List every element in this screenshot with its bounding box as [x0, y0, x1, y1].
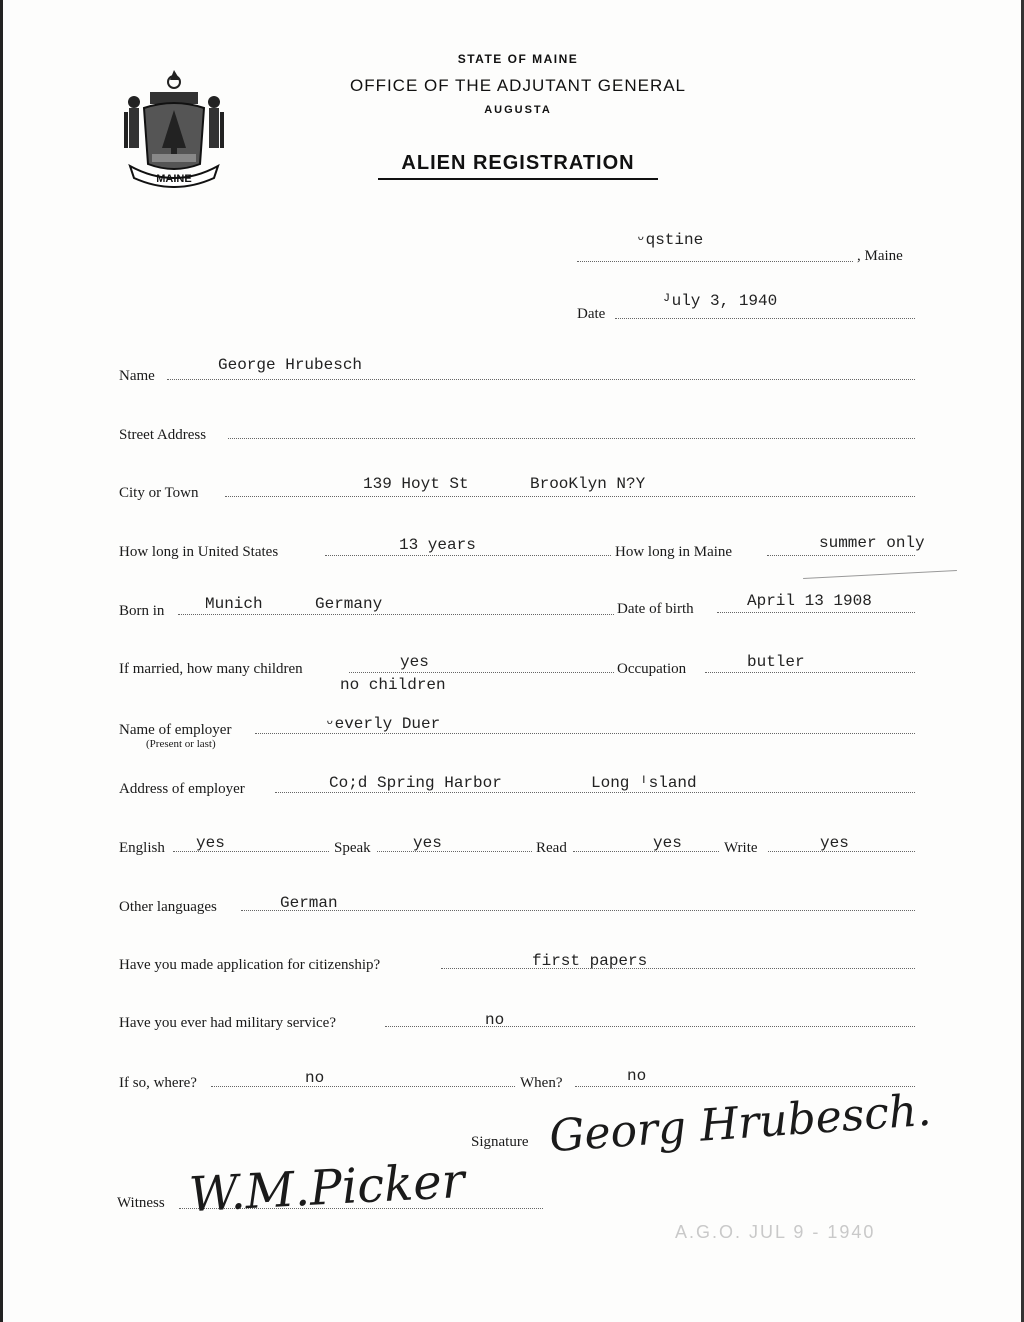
married-label: If married, how many children: [119, 661, 303, 677]
how-long-us-line: [325, 555, 611, 556]
name-label: Name: [119, 368, 155, 384]
applicant-signature: Georg Hrubesch.: [547, 1084, 933, 1163]
form-title: ALIEN REGISTRATION: [378, 152, 658, 180]
citizenship-label: Have you made application for citizenship?: [119, 957, 381, 973]
pencil-stroke: [803, 570, 957, 579]
employer-line: [255, 733, 915, 734]
occupation-value: butler: [747, 653, 805, 671]
born-city-value: Munich: [205, 595, 263, 613]
witness-signature: W.M.Picker: [187, 1152, 466, 1224]
speak-value: yes: [413, 834, 442, 852]
street-line: [228, 438, 915, 439]
speak-label: Speak: [334, 840, 371, 856]
write-line: [768, 851, 915, 852]
read-label: Read: [536, 840, 567, 856]
military-line: [385, 1026, 915, 1027]
town-suffix-label: , Maine: [857, 248, 903, 264]
citizenship-value: first papers: [532, 952, 648, 970]
date-label: Date: [577, 306, 606, 322]
occupation-line: [705, 672, 915, 673]
born-country-value: Germany: [315, 595, 383, 613]
street-label: Street Address: [119, 427, 207, 443]
born-in-label: Born in: [119, 603, 165, 619]
english-line: [173, 851, 329, 852]
signature-label: Signature: [471, 1134, 529, 1150]
employer-address-island: Long ᴵsland: [591, 774, 697, 792]
other-languages-label: Other languages: [119, 899, 217, 915]
write-label: Write: [724, 840, 758, 856]
how-long-us-label: How long in United States: [119, 544, 279, 560]
other-languages-line: [241, 910, 915, 911]
town-value: ᵕqstine: [636, 231, 704, 249]
name-line: [167, 379, 915, 380]
write-value: yes: [820, 834, 849, 852]
when-label: When?: [520, 1075, 563, 1091]
employer-address-value: Co;d Spring Harbor: [329, 774, 502, 792]
header-state: STATE OF MAINE: [457, 52, 579, 66]
maine-state-seal: [120, 68, 228, 188]
city-value-street: 139 Hoyt St: [363, 475, 469, 493]
how-long-maine-label: How long in Maine: [615, 544, 733, 560]
date-of-birth-value: April 13 1908: [747, 592, 872, 610]
citizenship-line: [441, 968, 915, 969]
city-line: [225, 496, 915, 497]
town-line: [577, 261, 853, 262]
military-value: no: [485, 1011, 505, 1029]
read-line: [573, 851, 719, 852]
how-long-maine-value: summer only: [819, 534, 925, 552]
where-line: [211, 1086, 515, 1087]
married-line: [349, 672, 614, 673]
date-of-birth-label: Date of birth: [617, 601, 694, 617]
header-city: AUGUSTA: [484, 104, 552, 116]
when-line: [575, 1086, 915, 1087]
date-value: ᴶuly 3, 1940: [662, 292, 778, 310]
header-office: OFFICE OF THE ADJUTANT GENERAL: [349, 76, 687, 95]
employer-address-label: Address of employer: [119, 781, 245, 797]
received-stamp: A.G.O. JUL 9 - 1940: [675, 1222, 876, 1242]
where-value: no: [305, 1069, 325, 1087]
employer-address-line: [275, 792, 915, 793]
employer-label: Name of employer: [119, 722, 232, 738]
occupation-label: Occupation: [617, 661, 687, 677]
born-in-line: [178, 614, 614, 615]
how-long-maine-line: [767, 555, 915, 556]
employer-note: (Present or last): [146, 738, 216, 750]
english-label: English: [119, 840, 165, 856]
city-value-town: BrooKlyn N?Y: [530, 475, 646, 493]
witness-label: Witness: [117, 1195, 165, 1211]
other-languages-value: German: [280, 894, 338, 912]
name-value: George Hrubesch: [218, 356, 363, 374]
speak-line: [377, 851, 532, 852]
read-value: yes: [653, 834, 682, 852]
employer-value: ᵕeverly Duer: [325, 715, 441, 733]
children-note: no children: [340, 676, 446, 694]
date-of-birth-line: [717, 612, 915, 613]
military-label: Have you ever had military service?: [119, 1015, 336, 1031]
date-line: [615, 318, 915, 319]
seal-text: MAINE: [156, 173, 192, 185]
where-label: If so, where?: [119, 1075, 197, 1091]
english-value: yes: [196, 834, 225, 852]
when-value: no: [627, 1067, 647, 1085]
how-long-us-value: 13 years: [399, 536, 476, 554]
city-label: City or Town: [119, 485, 199, 501]
married-value: yes: [400, 653, 429, 671]
